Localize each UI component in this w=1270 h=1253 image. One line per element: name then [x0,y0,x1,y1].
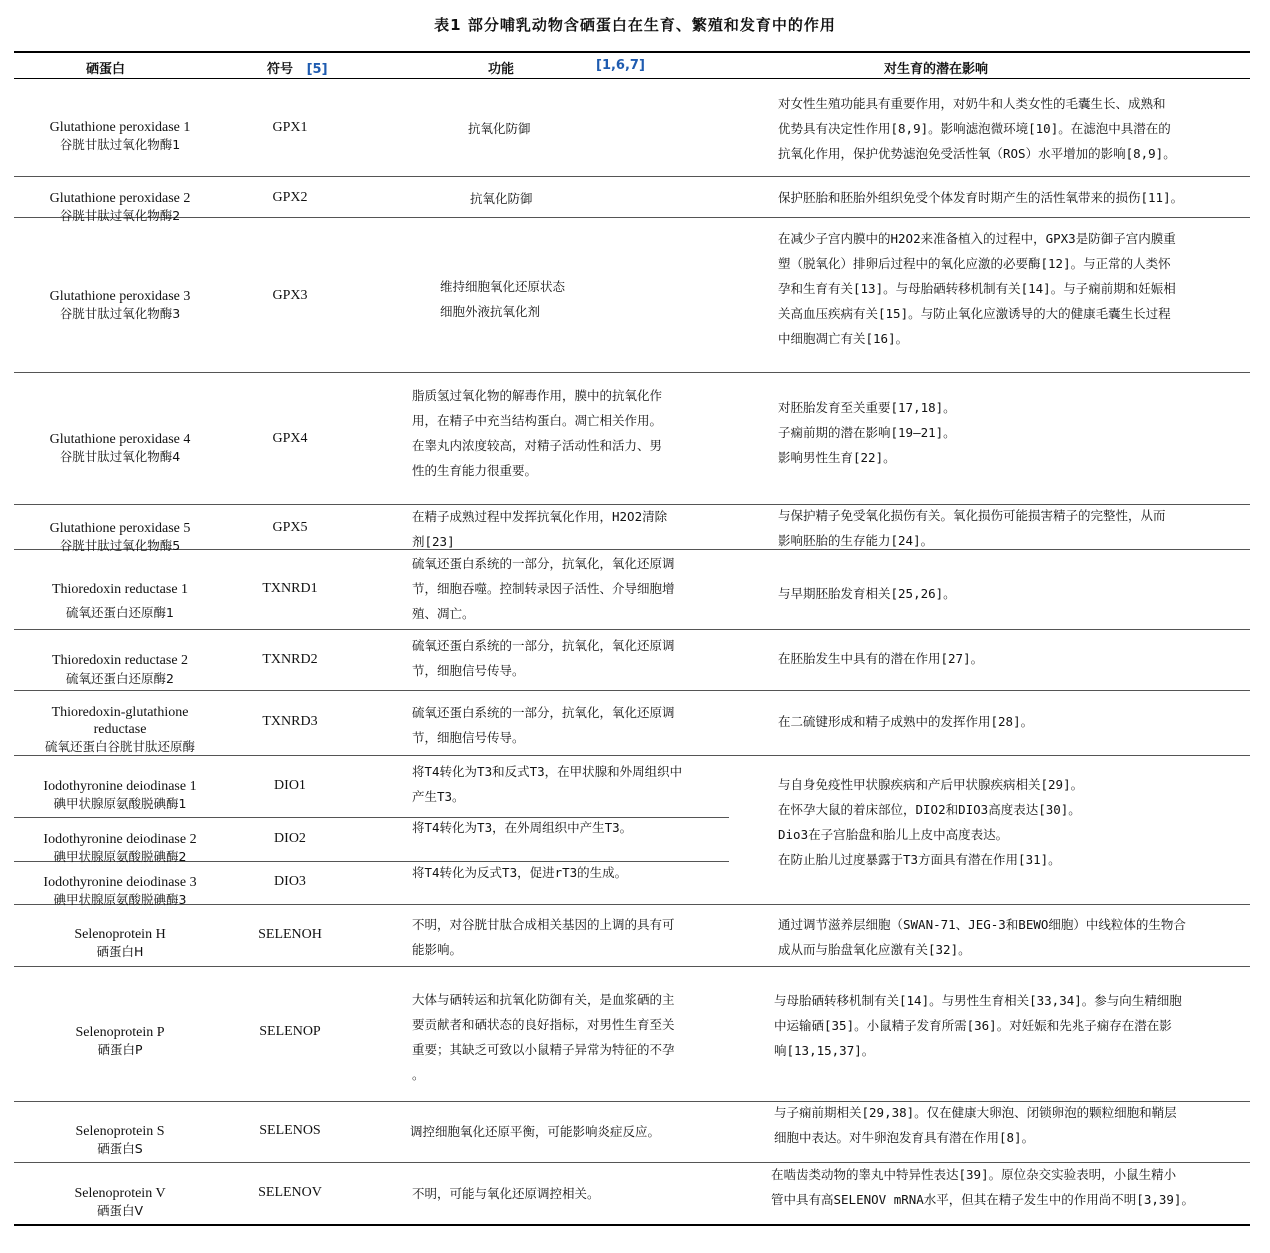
protein-function: 将T4转化为反式T3，促进rT3的生成。 [412,865,628,880]
protein-name: Selenoprotein S 硒蛋白S [75,1124,165,1156]
header-symbol: 符号 [5] [267,62,328,77]
row-rule [14,176,1250,177]
fertility-effect: 与母胎硒转移机制有关[14]。与男性生育相关[33,34]。参与向生精细胞 中运输硒[35]。小鼠精子发育所需[36]。对妊娠和先兆子痫存在潜在影 响[13,15,37]。 [774,993,1182,1058]
protein-symbol: SELENOH [258,927,322,942]
row-rule [14,755,1250,756]
fertility-effect: 在啮齿类动物的睾丸中特异性表达[39]。原位杂交实验表明，小鼠生精小 管中具有高SELENOV mRNA水平，但其在精子发生中的作用尚不明[3,39]。 [771,1167,1194,1207]
protein-name: Thioredoxin reductase 1 硫氧还蛋白还原酶1 [51,582,189,620]
protein-name: Thioredoxin reductase 2 硫氧还蛋白还原酶2 [51,653,189,686]
fertility-effect: 对女性生殖功能具有重要作用，对奶牛和人类女性的毛囊生长、成熟和 优势具有决定性作用[8,9]。影响滤泡微环境[10]。在滤泡中具潜在的 抗氧化作用，保护优势滤泡免受活性氧（ROS）水平增加的影响[8,9]。 [778,96,1176,161]
header-rule [14,78,1250,79]
row-rule [14,372,1250,373]
protein-symbol: GPX5 [272,520,308,535]
protein-function: 不明，可能与氧化还原调控相关。 [412,1186,600,1201]
protein-function: 不明，对谷胱甘肽合成相关基因的上调的具有可 能影响。 [412,917,675,957]
header-fertility-impact: 对生育的潜在影响 [884,62,989,77]
table-bottom-rule [14,1224,1250,1226]
protein-symbol: DIO1 [274,778,306,793]
protein-symbol: TXNRD2 [262,652,318,667]
fertility-effect-dio: 与自身免疫性甲状腺疾病和产后甲状腺疾病相关[29]。 在怀孕大鼠的着床部位，DIO2和DIO3高度表达[30]。 Dio3在子宫胎盘和胎儿上皮中高度表达。 在防止胎儿过度暴露于T3方面具有潜在作用[31]。 [778,777,1084,867]
protein-function: 将T4转化为T3，在外周组织中产生T3。 [412,820,633,835]
protein-name: Glutathione peroxidase 5 谷胱甘肽过氧化物酶5 [49,521,191,553]
protein-function: 维持细胞氧化还原状态 细胞外液抗氧化剂 [440,279,566,319]
header-selenoprotein: 硒蛋白 [86,62,126,77]
protein-name: Glutathione peroxidase 4 谷胱甘肽过氧化物酶4 [49,432,191,464]
protein-name: Selenoprotein H 硒蛋白H [74,927,166,959]
protein-function: 脂质氢过氧化物的解毒作用，膜中的抗氧化作 用，在精子中充当结构蛋白。凋亡相关作用。 在睾丸内浓度较高，对精子活动性和活力、男 性的生育能力很重要。 [412,388,663,478]
protein-name: Glutathione peroxidase 1 谷胱甘肽过氧化物酶1 [49,120,191,152]
header-function-ref: [1,6,7] [596,58,645,73]
protein-symbol: GPX4 [272,431,308,446]
protein-function: 抗氧化防御 [470,191,533,206]
row-rule [14,629,1250,630]
protein-symbol: TXNRD1 [262,581,318,596]
protein-symbol: GPX1 [272,120,308,135]
protein-name: Selenoprotein V 硒蛋白V [74,1186,166,1218]
protein-function: 调控细胞氧化还原平衡，可能影响炎症反应。 [410,1124,661,1139]
protein-name: Iodothyronine deiodinase 1 碘甲状腺原氨酸脱碘酶1 [43,779,197,811]
fertility-effect: 在二硫键形成和精子成熟中的发挥作用[28]。 [778,714,1034,729]
protein-symbol: DIO2 [274,831,306,846]
protein-function: 抗氧化防御 [468,121,531,136]
protein-function: 硫氧还蛋白系统的一部分，抗氧化，氧化还原调 节，细胞信号传导。 [412,638,675,678]
fertility-effect: 在减少子宫内膜中的H2O2来准备植入的过程中，GPX3是防御子宫内膜重 塑（脱氧化）排卵后过程中的氧化应激的必要酶[12]。与正常的人类怀 孕和生育有关[13]。与母胎硒转移机制有关[14]。与子痫前期和妊娠相 关高血压疾病有关[15]。与防止氧化应激诱导的大的健康毛囊生长过程 中细胞凋亡有关[16]。 [778,231,1176,346]
table-title: 表1 部分哺乳动物含硒蛋白在生育、繁殖和发育中的作用 [434,16,836,34]
protein-function: 大体与硒转运和抗氧化防御有关，是血浆硒的主 要贡献者和硒状态的良好指标，对男性生育至关 重要；其缺乏可致以小鼠精子异常为特征的不孕 。 [412,992,675,1082]
protein-name: Glutathione peroxidase 3 谷胱甘肽过氧化物酶3 [49,289,191,321]
fertility-effect: 通过调节滋养层细胞（SWAN-71、JEG-3和BEWO细胞）中线粒体的生物合 成从而与胎盘氧化应激有关[32]。 [778,917,1186,957]
protein-function: 硫氧还蛋白系统的一部分，抗氧化，氧化还原调 节，细胞吞噬。控制转录因子活性、介导细胞增 殖、凋亡。 [412,556,675,621]
row-rule [14,966,1250,967]
fertility-effect: 与子痫前期相关[29,38]。仅在健康大卵泡、闭锁卵泡的颗粒细胞和鞘层 细胞中表达。对牛卵泡发育具有潜在作用[8]。 [774,1105,1177,1145]
protein-symbol: SELENOV [258,1185,322,1200]
protein-function: 将T4转化为T3和反式T3，在甲状腺和外周组织中 产生T3。 [412,764,683,804]
fertility-effect: 与早期胚胎发育相关[25,26]。 [778,586,956,601]
header-function: 功能 [488,62,515,77]
protein-symbol: DIO3 [274,874,306,889]
protein-symbol: GPX2 [272,190,308,205]
fertility-effect: 保护胚胎和胚胎外组织免受个体发育时期产生的活性氧带来的损伤[11]。 [778,190,1184,205]
table-top-rule [14,51,1250,53]
protein-symbol: SELENOS [259,1123,321,1138]
protein-function: 在精子成熟过程中发挥抗氧化作用，H2O2清除 剂[23] [412,509,668,549]
protein-function: 硫氧还蛋白系统的一部分，抗氧化，氧化还原调 节，细胞信号传导。 [412,705,675,745]
protein-name: Selenoprotein P 硒蛋白P [75,1025,165,1057]
fertility-effect: 对胚胎发育至关重要[17,18]。 子痫前期的潜在影响[19–21]。 影响男性生育[22]。 [778,400,956,465]
protein-name: Iodothyronine deiodinase 2 碘甲状腺原氨酸脱碘酶2 [43,832,197,864]
fertility-effect: 与保护精子免受氧化损伤有关。氧化损伤可能损害精子的完整性，从而 影响胚胎的生存能力[24]。 [778,508,1166,548]
protein-symbol: GPX3 [272,288,308,303]
protein-symbol: SELENOP [259,1024,321,1039]
row-rule [14,690,1250,691]
protein-name: Glutathione peroxidase 2 谷胱甘肽过氧化物酶2 [49,191,191,223]
protein-name: Iodothyronine deiodinase 3 碘甲状腺原氨酸脱碘酶3 [43,875,197,907]
protein-symbol: TXNRD3 [262,714,318,729]
header-symbol-ref: [5] [306,62,328,77]
protein-name: Thioredoxin-glutathione reductase 硫氧还蛋白谷胱甘肽还原酶 [44,705,195,754]
fertility-effect: 在胚胎发生中具有的潜在作用[27]。 [778,651,984,666]
